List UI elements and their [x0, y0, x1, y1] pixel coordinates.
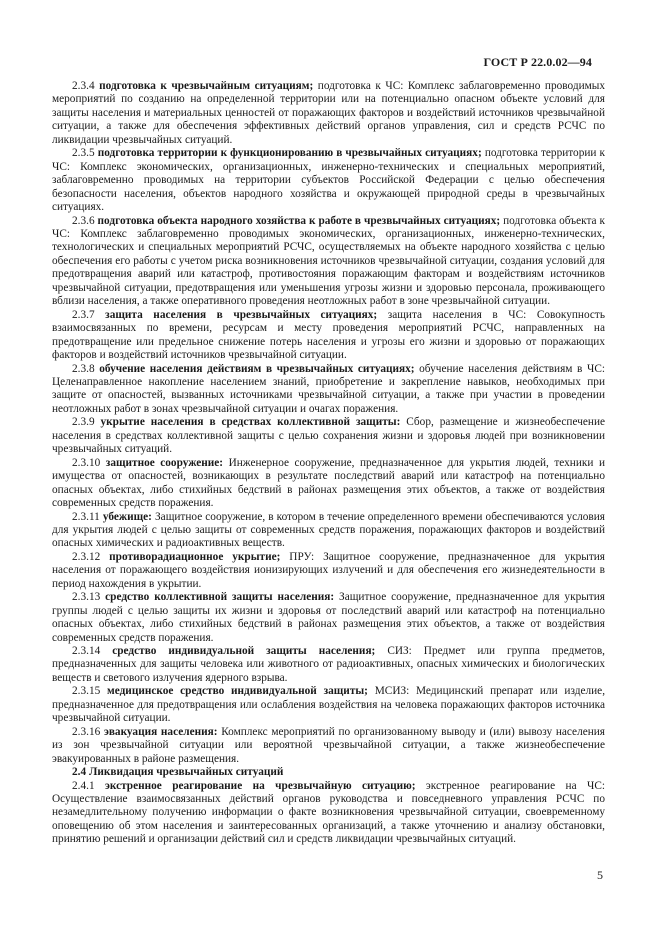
definition-text: Инженерное сооружение, предназначенное для укрытия людей, техники и имущества от опасностей, возникающих в результате последствий аварий или катастроф на потенциально опасных объектах, либо стихийных бедствий в районах размещения этих объектов, а также от воздействия современных средств поражения. — [52, 456, 606, 510]
defined-term: медицинское средство индивидуальной защиты; — [107, 685, 368, 698]
definition-text: подготовка к ЧС: Комплекс заблаговременно проводимых мероприятий по созданию на определенной территории или на потенциально опасном объекте условий для защиты населения и материальных ценностей от поражающих факторов и воздействий источников чрезвычайной ситуации, а также для обеспечения эффективных действий органов управления, сил и средств РСЧС по ликвидации чрезвычайных ситуаций. — [52, 80, 605, 146]
clause-number: 2.3.8 — [72, 362, 95, 375]
defined-term: защита населения в чрезвычайных ситуациях; — [105, 308, 378, 321]
definition-paragraph — [52, 416, 605, 456]
clause-number: 2.3.12 — [72, 550, 101, 563]
clause-number: 2.4.1 — [72, 779, 95, 792]
defined-term: убежище: — [102, 510, 152, 523]
clause-number: 2.3.13 — [72, 591, 101, 604]
section-heading: 2.4 Ликвидация чрезвычайных ситуаций — [72, 766, 284, 779]
clause-number: 2.3.7 — [72, 308, 95, 321]
definition-paragraph — [52, 80, 605, 147]
clause-number: 2.3.5 — [72, 147, 95, 160]
defined-term: обучение населения действиям в чрезвычайных ситуациях; — [99, 362, 415, 375]
defined-term: подготовка объекта народного хозяйства к работе в чрезвычайных ситуациях; — [97, 214, 501, 227]
definition-text: подготовка объекта к ЧС: Комплекс заблаговременно проводимых экономических, организационных, инженерно-технических, технологических и специальных мероприятий РСЧС, осуществляемых на объекте народного хозяйства с целью обеспечения его работы с учетом риска возникновения источников чрезвычайной ситуации, создания условий для предотвращения аварий или катастроф, противостояния поражающим факторам и воздействиям источников чрезвычайной ситуации, предотвращения или уменьшения угрозы жизни и здоровью персонала, проживающего вблизи населения, а также оперативного проведения неотложных работ в зоне чрезвычайной ситуации. — [52, 214, 605, 308]
definition-paragraph — [52, 363, 605, 417]
defined-term: средство коллективной защиты населения: — [105, 591, 335, 604]
definition-paragraph — [52, 685, 605, 725]
clause-number: 2.3.15 — [72, 685, 101, 698]
definition-paragraph — [52, 457, 605, 511]
clause-number: 2.3.16 — [72, 725, 101, 738]
document-body — [52, 80, 605, 847]
document-code-header: ГОСТ Р 22.0.02—94 — [483, 55, 592, 69]
clause-number: 2.3.10 — [72, 456, 101, 469]
definition-paragraph — [52, 511, 605, 551]
paragraph-group-2-4 — [52, 780, 605, 847]
definition-paragraph — [52, 309, 605, 363]
defined-term: защитное сооружение: — [105, 456, 224, 469]
defined-term: укрытие населения в средствах коллективной защиты: — [100, 416, 401, 429]
definition-text: ПРУ: Защитное сооружение, предназначенное для укрытия населения от поражающего воздействия ионизирующих излучений и для обеспечения его жизнедеятельности в период нахождения в укрытии. — [52, 550, 605, 590]
defined-term: подготовка к чрезвычайным ситуациям; — [99, 80, 314, 92]
definition-paragraph — [52, 147, 605, 214]
definition-paragraph — [52, 645, 605, 685]
clause-number: 2.3.14 — [72, 645, 101, 658]
clause-number: 2.3.9 — [72, 416, 95, 429]
definition-paragraph — [52, 780, 605, 847]
clause-number: 2.3.6 — [72, 214, 95, 227]
defined-term: противорадиационное укрытие; — [109, 550, 281, 563]
defined-term: подготовка территории к функционированию в чрезвычайных ситуациях; — [97, 147, 482, 160]
definition-text: подготовка территории к ЧС: Комплекс экономических, организационных, инженерно-технических и специальных мероприятий, заблаговременно проводимых на территории субъектов Российской Федерации с целью обеспечения безопасности населения, объектов народного хозяйства и окружающей природной среды в чрезвычайных ситуациях. — [52, 147, 606, 214]
defined-term: эвакуация населения: — [103, 725, 218, 738]
definition-text: защита населения в ЧС: Совокупность взаимосвязанных по времени, ресурсам и месту проведения мероприятий РСЧС, направленных на предотвращение или предельное снижение потерь населения и угрозы его жизни и здоровью от поражающих факторов и воздействий источников чрезвычайной ситуации. — [52, 308, 606, 362]
page-number: 5 — [597, 868, 603, 882]
definition-text: Комплекс мероприятий по организованному выводу и (или) вывозу населения из зон чрезвычайной ситуации или вероятной чрезвычайной ситуации, а также жизнеобеспечение эвакуированных в районе размещения. — [52, 725, 606, 765]
definition-paragraph — [52, 215, 605, 309]
definition-text: Защитное сооружение, в котором в течение определенного времени обеспечиваются условия для укрытия людей с целью защиты от современных средств поражения, поражающих факторов и воздействий опасных химических и радиоактивных веществ. — [52, 510, 605, 550]
definition-text: Сбор, размещение и жизнеобеспечение населения в средствах коллективной защиты с целью сохранения жизни и здоровья людей при возникновении чрезвычайных ситуаций. — [52, 416, 605, 456]
definition-text: МСИЗ: Медицинский препарат или изделие, предназначенное для предотвращения или ослабления воздействия на человека поражающих факторов источника чрезвычайной ситуации. — [52, 685, 606, 725]
defined-term: средство индивидуальной защиты населения; — [112, 645, 376, 658]
definition-paragraph — [52, 591, 605, 645]
clause-number: 2.3.4 — [72, 80, 95, 92]
definition-text: обучение населения действиям в ЧС: Целенаправленное накопление населением знаний, приобретение и закрепление навыков, необходимых при защите от опасностей, вызванных источниками чрезвычайной ситуации, а также при участии в проведении неотложных работ в зонах чрезвычайной ситуации и очагах поражения. — [52, 362, 605, 415]
definition-text: СИЗ: Предмет или группа предметов, предназначенных для защиты человека или животного от радиоактивных, опасных химических и биологических веществ и светового излучения ядерного взрыва. — [52, 645, 605, 684]
definition-paragraph — [52, 551, 605, 591]
paragraph-group-2-3 — [52, 80, 605, 766]
definition-paragraph — [52, 726, 605, 766]
definition-text: Защитное сооружение, предназначенное для укрытия группы людей с целью защиты их жизни и здоровья от последствий аварий или катастроф на потенциально опасных объектах, либо стихийных бедствий в районах размещения этих объектов, а также от воздействия современных средств поражения. — [52, 591, 605, 644]
clause-number: 2.3.11 — [72, 510, 100, 523]
defined-term: экстренное реагирование на чрезвычайную ситуацию; — [105, 779, 416, 792]
definition-text: экстренное реагирование на ЧС: Осуществление взаимосвязанных действий органов руководства и повседневного управления РСЧС по незамедлительному получению информации о факте возникновения чрезвычайной ситуации, своевременному оповещению об этом населения и заинтересованных организаций, а также уточнению и анализу обстановки, принятию решений и организации действий сил и средств ликвидации чрезвычайных ситуаций. — [52, 779, 605, 846]
